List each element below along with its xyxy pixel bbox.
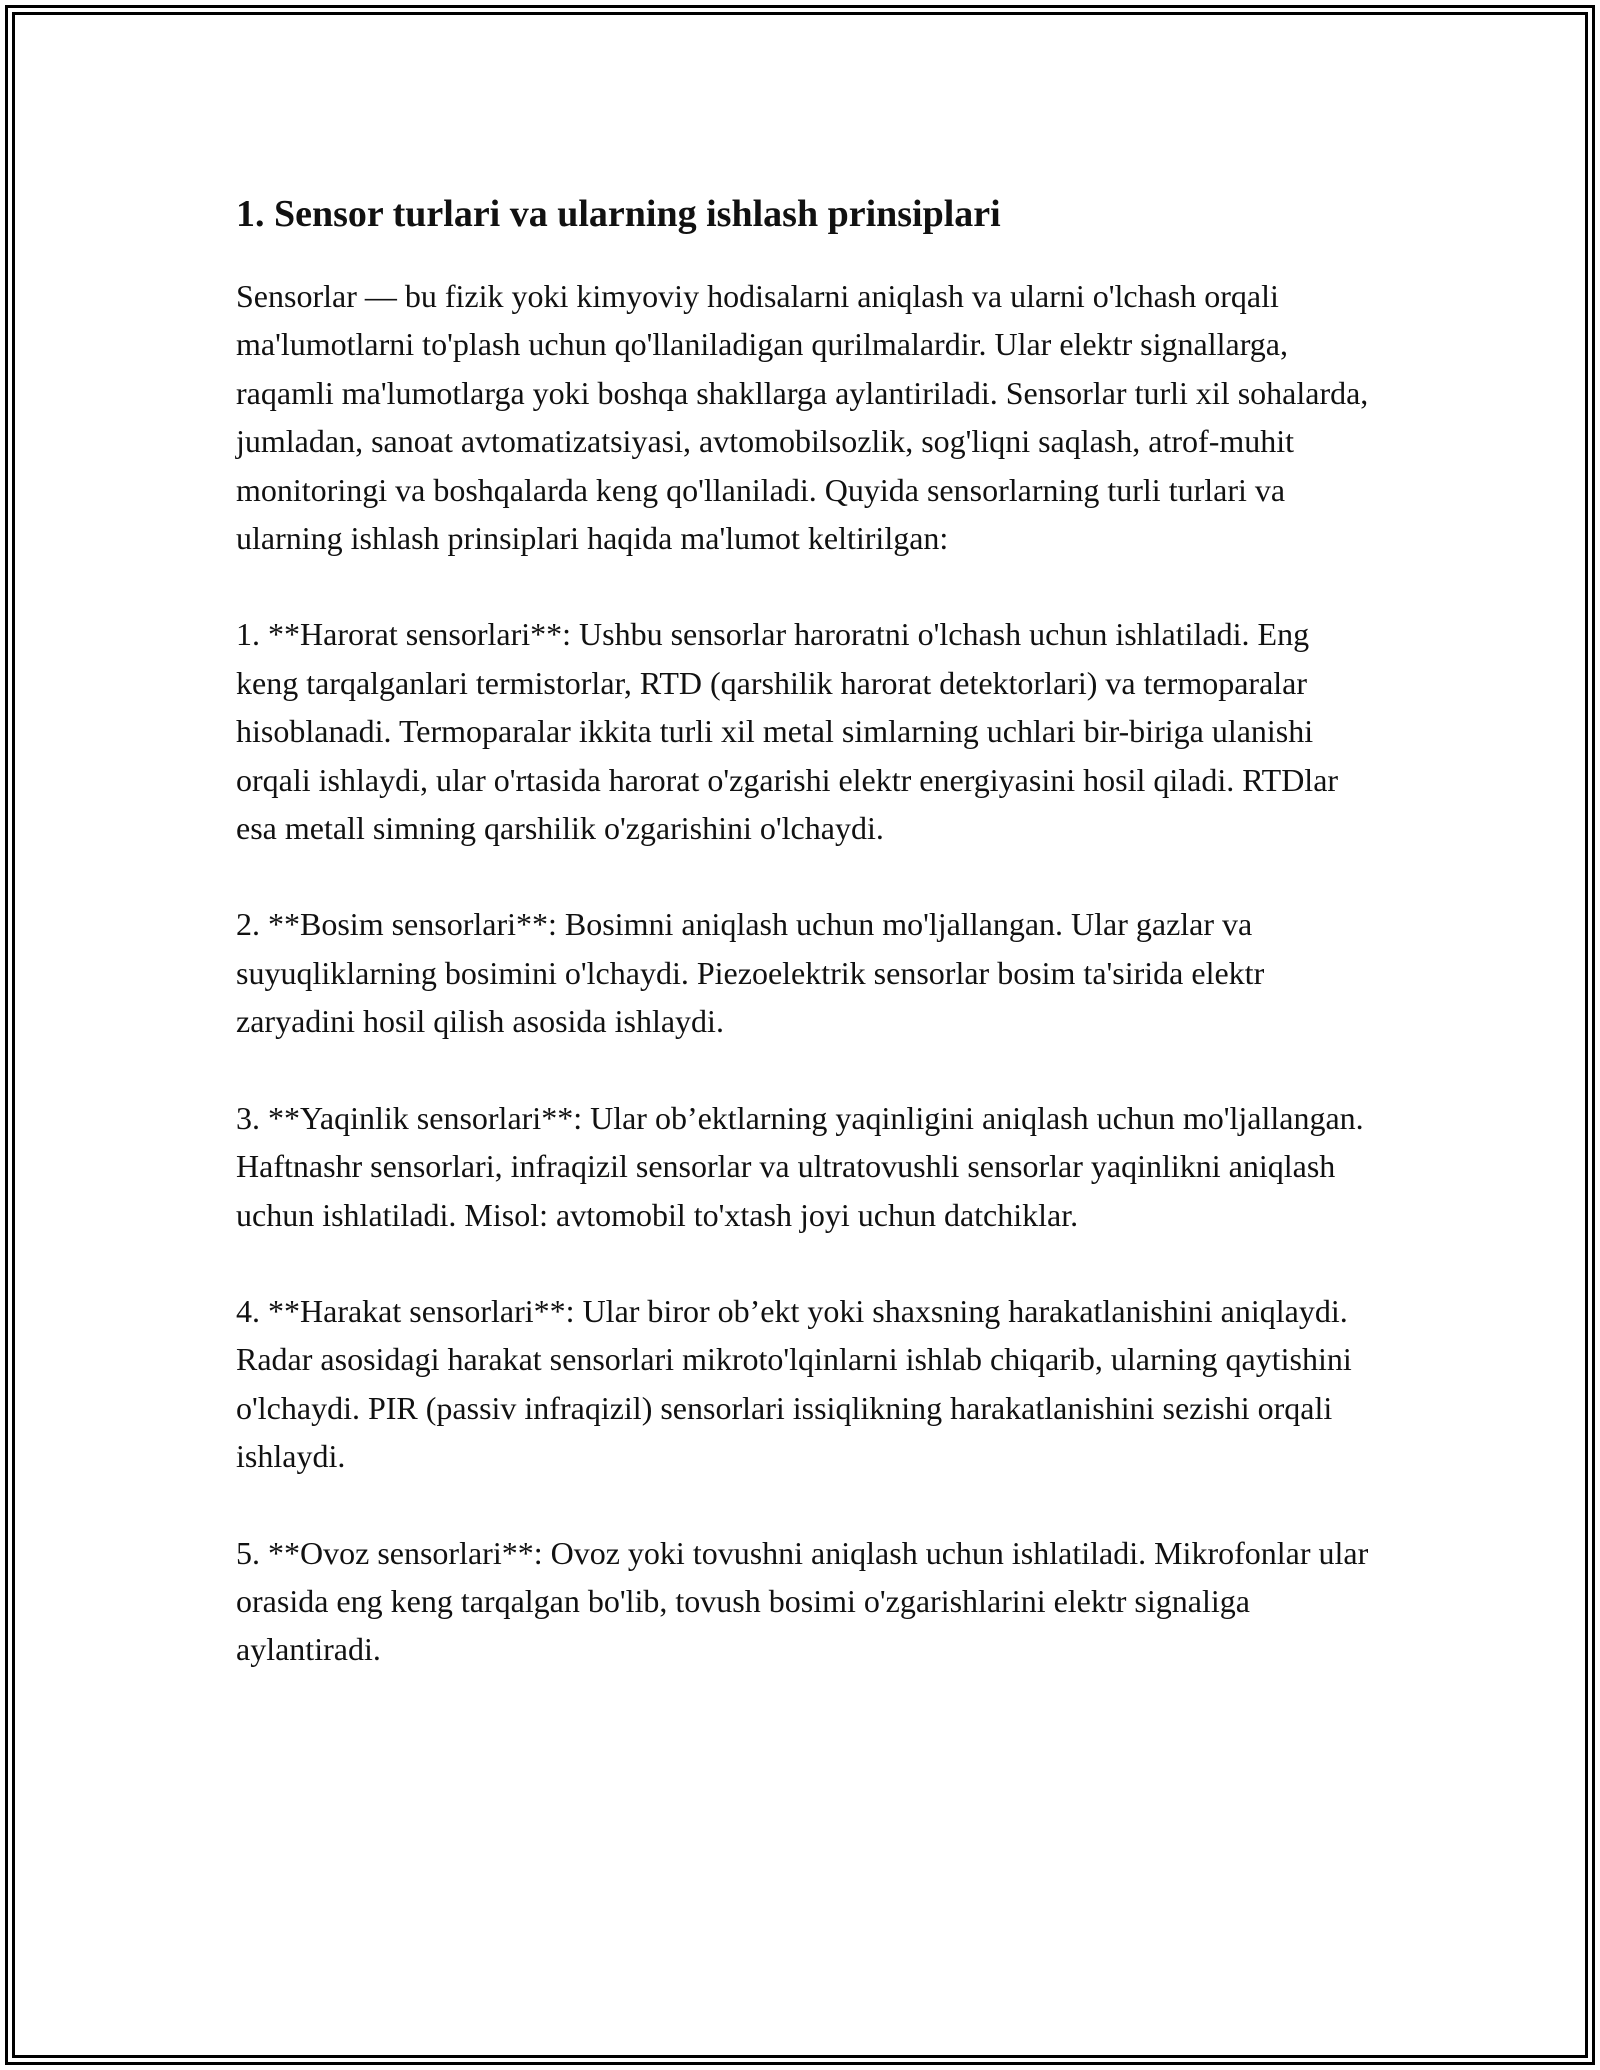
document-body <box>236 186 1376 1722</box>
section-heading: 1. Sensor turlari va ularning ishlash prinsiplari <box>236 193 1001 235</box>
paragraph-sound-sensors: 5. **Ovoz sensorlari**: Ovoz yoki tovushni aniqlash uchun ishlatiladi. Mikrofonlar ular orasida eng keng tarqalgan bo'lib, tovush bosimi o'zgarishlarini elektr signaliga aylantiradi. <box>236 1534 1369 1668</box>
paragraph-motion-sensors: 4. **Harakat sensorlari**: Ular biror ob’ekt yoki shaxsning harakatlanishini aniqlaydi. Radar asosidagi harakat sensorlari mikroto'lqinlarni ishlab chiqarib, ularning qaytishini o'lchaydi. PIR (passiv infraqizil) sensorlari issiqlikning harakatlanishini sezishi orqali ishlaydi. <box>236 1292 1352 1475</box>
intro-paragraph: Sensorlar — bu fizik yoki kimyoviy hodisalarni aniqlash va ularni o'lchash orqali ma'lumotlarni to'plash uchun qo'llaniladigan qurilmalardir. Ular elektr signallarga, raqamli ma'lumotlarga yoki boshqa shakllarga aylantiriladi. Sensorlar turli xil sohalarda, jumladan, sanoat avtomatizatsiyasi, avtomobilsozlik, sog'liqni saqlash, atrof-muhit monitoringi va boshqalarda keng qo'llaniladi. Quyida sensorlarning turli turlari va ularning ishlash prinsiplari haqida ma'lumot keltirilgan: <box>236 278 1369 557</box>
paragraph-proximity-sensors: 3. **Yaqinlik sensorlari**: Ular ob’ektlarning yaqinligini aniqlash uchun mo'ljallangan. Haftnashr sensorlari, infraqizil sensorlar va ultratovushli sensorlar yaqinlikni aniqlash uchun ishlatiladi. Misol: avtomobil to'xtash joyi uchun datchiklar. <box>236 1099 1364 1233</box>
paragraph-temperature-sensors: 1. **Harorat sensorlari**: Ushbu sensorlar haroratni o'lchash uchun ishlatiladi. Eng keng tarqalganlari termistorlar, RTD (qarshilik harorat detektorlari) va termoparalar hisoblanadi. Termoparalar ikkita turli xil metal simlarning uchlari bir-biriga ulanishi orqali ishlaydi, ular o'rtasida harorat o'zgarishi elektr energiyasini hosil qiladi. RTDlar esa metall simning qarshilik o'zgarishini o'lchaydi. <box>236 616 1339 847</box>
paragraph-pressure-sensors: 2. **Bosim sensorlari**: Bosimni aniqlash uchun mo'ljallangan. Ular gazlar va suyuqliklarning bosimini o'lchaydi. Piezoelektrik sensorlar bosim ta'sirida elektr zaryadini hosil qilish asosida ishlaydi. <box>236 906 1265 1040</box>
